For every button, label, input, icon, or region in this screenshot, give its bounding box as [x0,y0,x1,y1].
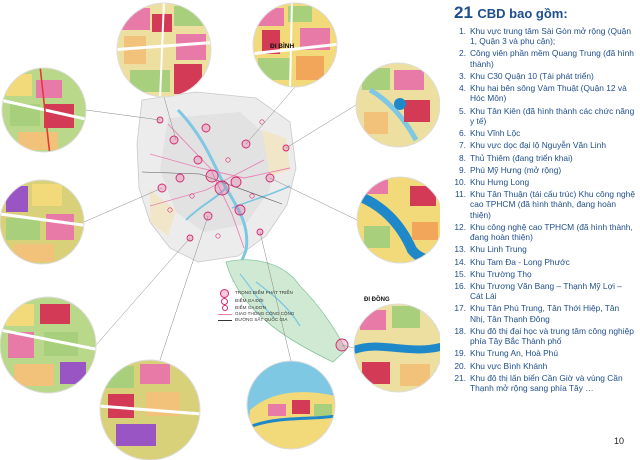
list-item-number: 1. [459,26,466,36]
transit-line-icon [218,314,232,315]
list-item-number: 11. [454,189,466,200]
legend-label: ĐƯỜNG SẮT QUỐC GIA [235,317,288,323]
cbd-list [448,26,636,393]
page-number: 10 [613,436,624,446]
list-item [448,48,636,69]
list-item-text: Công viên phần mềm Quang Trung (đã hình thành) [470,48,634,69]
list-item-number: 15. [454,268,466,279]
list-item [448,165,636,175]
detail-circle-7 [0,296,100,396]
list-item-text: Khu vực trung tâm Sài Gòn mở rộng (Quận 1, Quận 3 và phụ cận); [470,26,631,47]
list-item-text: Khu Tân Kiên (đã hình thành các chức năng y tế) [470,105,635,126]
list-item-text: Khu Tân Phú Trung, Tân Thới Hiệp, Tân Nhị, Tân Thạnh Đông [470,303,620,324]
list-item-text: Khu Linh Trung [470,244,527,255]
detail-circle-3 [0,66,90,156]
list-item-text: Phú Mỹ Hưng (mở rộng) [470,164,562,175]
list-item [448,26,636,47]
list-item-text: Thủ Thiêm (đang triển khai) [470,152,573,163]
list-item [448,373,636,394]
list-item-text: Khu Vĩnh Lộc [470,128,521,139]
list-item-text: Khu vực Bình Khánh [470,360,548,371]
detail-circle-1 [110,0,220,100]
list-item-number: 13. [454,244,466,255]
list-item-text: Khu Trương Văn Bang – Thạnh Mỹ Lợi – Cát Lái [470,280,622,302]
list-item-number: 17. [454,303,466,314]
list-item-text: Khu Hưng Long [470,176,530,187]
list-item [448,128,636,138]
node-mid-circle-icon [221,298,228,305]
legend-row [217,317,294,323]
list-item-text: Khu Trường Thọ [470,268,532,279]
legend-label: GIAO THÔNG CÔNG CỘNG [235,311,295,317]
detail-circle-8 [352,302,440,394]
list-item [448,189,636,220]
list-item-text: Khu Trung An, Hoà Phú [470,348,558,359]
list-item-number: 2. [459,48,466,59]
list-item-text: Khu đô thị lấn biển Cần Giờ và vùng Cần Thạnh mở rộng sang phía Tây … [470,372,623,394]
legend-label: TRỌNG ĐIỂM PHÁT TRIỂN [235,290,293,296]
legend-label: ĐIỂM GA ĐƠN [235,305,266,310]
heading-text: CBD bao gồm: [477,6,568,21]
list-item-text: Khu Tam Đa - Long Phước [470,256,570,267]
list-item-text: Khu hai bên sông Vàm Thuật (Quận 12 và Hóc Môn) [470,83,627,104]
list-item [448,269,636,279]
list-item [448,244,636,254]
list-item-number: 8. [459,152,466,163]
list-item [448,257,636,267]
list-item-number: 19. [454,348,466,359]
list-item-number: 21. [454,372,466,383]
list-item-number: 7. [459,140,466,151]
list-item [448,177,636,187]
list-item [448,348,636,358]
list-item-number: 10. [454,176,466,187]
list-item-number: 18. [454,325,466,336]
list-item [448,281,636,302]
cbd-panel [448,4,636,395]
list-item-number: 20. [454,360,466,371]
rail-line-icon [218,320,232,321]
list-item [448,71,636,81]
list-item [448,326,636,347]
list-item [448,303,636,324]
list-item [448,83,636,104]
panel-heading [454,4,636,23]
legend-row [217,298,294,305]
list-item-number: 16. [454,280,466,291]
list-item-text: Khu vực dọc đại lộ Nguyễn Văn Linh [470,140,606,151]
heading-number: 21 [454,3,473,22]
node-big-circle-icon [220,289,229,298]
list-item-number: 4. [459,83,466,94]
detail-circle-2 [250,0,340,90]
list-item-text: Khu Tân Thuận (tái cấu trúc) Khu công nghệ cao TPHCM (đã hình thành, đang hoàn thiện) [470,189,635,220]
list-item-number: 12. [454,221,466,232]
list-item-text: Khu đô thị đại học và trung tâm công nghiệp phía Tây Bắc Thành phố [470,325,634,347]
list-item [448,153,636,163]
list-item [448,140,636,150]
detail-circle-6 [354,176,440,266]
legend-row [217,289,294,298]
list-item-number: 6. [459,128,466,139]
node-small-circle-icon [222,305,228,311]
list-item [448,106,636,127]
list-item-text: Khu C30 Quận 10 (Tái phát triển) [470,70,594,81]
list-item [448,222,636,243]
detail-circle-4 [354,62,440,152]
list-item-number: 14. [454,256,466,267]
list-item [448,361,636,371]
map-legend [217,289,294,324]
list-item-number: 3. [459,70,466,81]
label-di-dong: ĐI ĐỒNG [364,297,390,303]
label-di-binh: ĐI BÌNH [270,43,295,50]
legend-label: ĐIỂM GA ĐÔI [235,298,264,304]
list-item-number: 9. [459,164,466,175]
list-item-number: 5. [459,105,466,116]
list-item-text: Khu công nghệ cao TPHCM (đã hình thành, đang hoàn thiện) [470,221,633,243]
